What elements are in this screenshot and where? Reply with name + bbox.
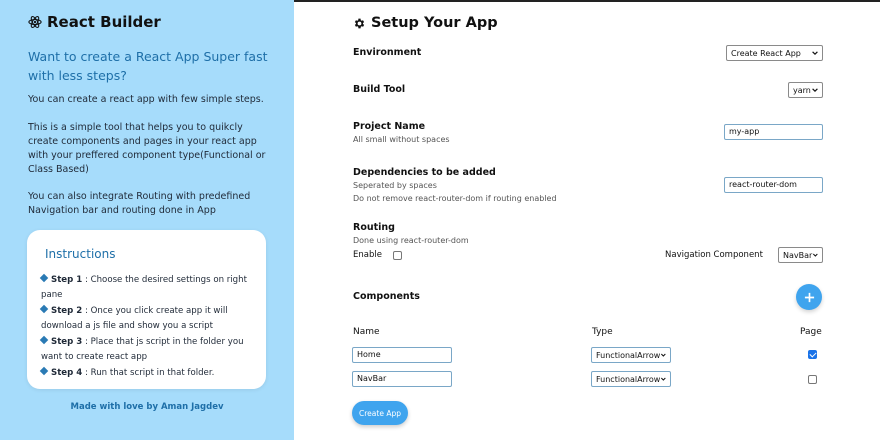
diamond-bullet-icon [40, 305, 48, 313]
navigation-component-select[interactable]: NavBar [778, 247, 823, 263]
routing-enable-checkbox[interactable] [393, 251, 402, 260]
chevron-down-icon [811, 86, 819, 94]
instruction-step: Step 2 : Once you click create app it will download a js file and show you a script [41, 306, 228, 331]
brand-title: React Builder [47, 13, 161, 31]
routing-hint: Done using react-router-dom [353, 236, 469, 245]
chevron-down-icon [812, 251, 819, 259]
intro-paragraph: You can create a react app with few simple steps. [28, 94, 264, 105]
component-type-select[interactable]: FunctionalArrow [591, 347, 671, 363]
project-name-hint: All small without spaces [353, 135, 450, 144]
environment-label: Environment [353, 47, 422, 58]
component-page-checkbox[interactable] [808, 350, 817, 359]
gear-icon [353, 17, 366, 30]
instructions-title: Instructions [45, 247, 116, 261]
routing-paragraph: You can also integrate Routing with predefined Navigation bar and routing done in App [28, 191, 251, 216]
diamond-bullet-icon [40, 367, 48, 375]
setup-title-text: Setup Your App [371, 15, 498, 31]
setup-pane [294, 2, 880, 440]
navigation-component-label: Navigation Component [665, 250, 763, 260]
add-component-button[interactable] [796, 284, 822, 310]
environment-select[interactable]: Create React App [726, 45, 823, 61]
instruction-step: Step 1 : Choose the desired settings on right pane [41, 275, 247, 300]
diamond-bullet-icon [40, 274, 48, 282]
instruction-step: Step 4 : Run that script in that folder. [41, 366, 252, 381]
routing-label: Routing [353, 222, 395, 233]
component-name-input[interactable]: Home [352, 347, 452, 363]
project-name-input[interactable]: my-app [724, 124, 823, 140]
enable-label: Enable [353, 250, 382, 260]
promo-heading: Want to create a React App Super fast with less steps? [28, 49, 268, 83]
column-header-page: Page [800, 327, 822, 337]
left-pane [0, 0, 294, 440]
dependencies-hint: Seperated by spaces [353, 181, 437, 190]
dependencies-label: Dependencies to be added [353, 167, 496, 178]
setup-title [353, 15, 498, 31]
brand [28, 13, 161, 31]
component-type-select[interactable]: FunctionalArrow [591, 371, 671, 387]
component-name-input[interactable]: NavBar [352, 371, 452, 387]
diamond-bullet-icon [40, 336, 48, 344]
chevron-down-icon [811, 49, 819, 57]
build-tool-label: Build Tool [353, 84, 406, 95]
instructions-card [27, 230, 266, 389]
create-app-button[interactable]: Create App [352, 401, 408, 425]
column-header-name: Name [353, 327, 380, 337]
components-label: Components [353, 291, 420, 302]
component-page-checkbox[interactable] [808, 375, 817, 384]
dependencies-input[interactable]: react-router-dom [724, 177, 823, 193]
column-header-type: Type [592, 327, 613, 337]
footer-credit: Made with love by Aman Jagdev [70, 402, 224, 412]
instruction-step: Step 3 : Place that js script in the folder you want to create react app [41, 337, 244, 362]
react-atom-icon [28, 15, 42, 29]
description-paragraph: This is a simple tool that helps you to quikcly create components and pages in your react app with your preffered component type(Functional or Class Based) [28, 122, 266, 175]
project-name-label: Project Name [353, 121, 426, 132]
chevron-down-icon [660, 375, 667, 383]
build-tool-select[interactable]: yarn [788, 82, 823, 98]
dependencies-warning: Do not remove react-router-dom if routing enabled [353, 194, 557, 203]
chevron-down-icon [660, 351, 667, 359]
plus-icon [804, 292, 815, 303]
